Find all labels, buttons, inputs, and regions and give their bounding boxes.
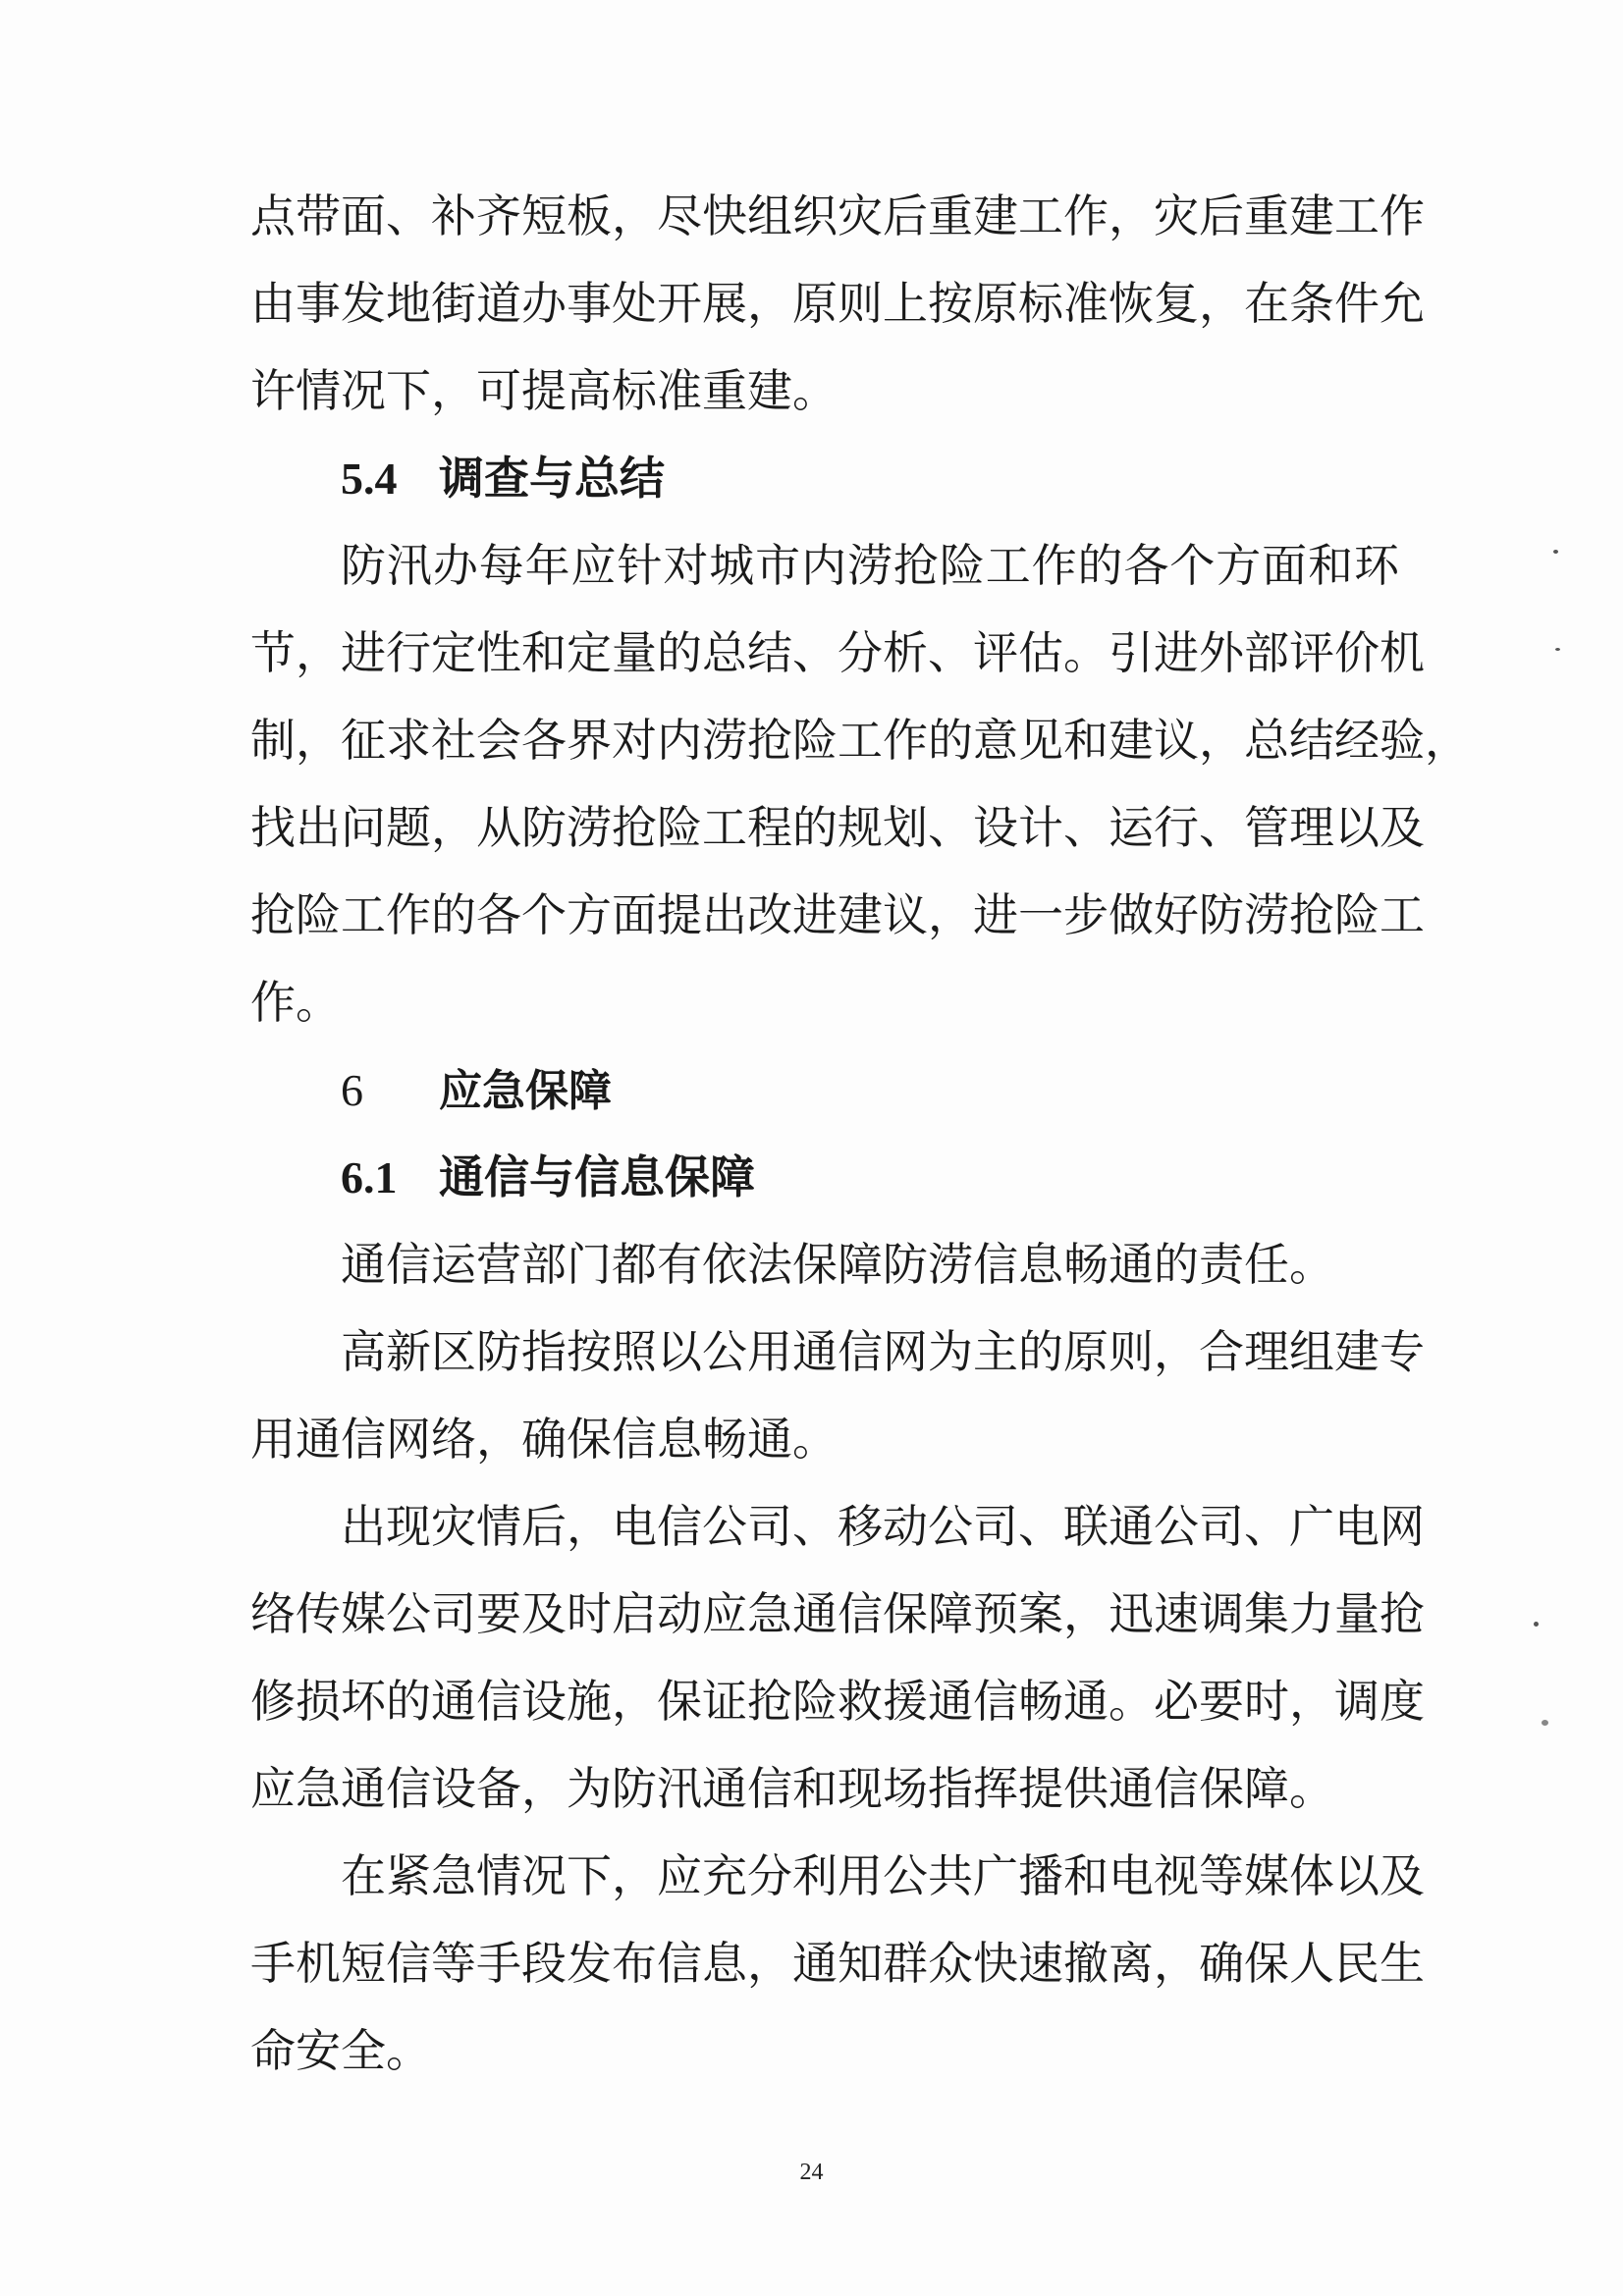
paragraph-line: 制，征求社会各界对内涝抢险工作的意见和建议，总结经验， <box>250 714 1470 767</box>
paragraph-line: 命安全。 <box>250 2024 431 2077</box>
paragraph-line: 高新区防指按照以公用通信网为主的原则，合理组建专 <box>341 1325 1425 1378</box>
scan-speck <box>1555 648 1560 651</box>
paragraph-line: 手机短信等手段发布信息，通知群众快速撤离，确保人民生 <box>250 1937 1425 1990</box>
section-title: 调查与总结 <box>439 452 665 505</box>
section-title: 应急保障 <box>439 1066 612 1116</box>
paragraph-line: 找出问题，从防涝抢险工程的规划、设计、运行、管理以及 <box>250 801 1425 854</box>
section-heading-6-1 <box>250 1134 1399 1221</box>
paragraph-line: 作。 <box>250 976 341 1029</box>
paragraph-line: 节，进行定性和定量的总结、分析、评估。引进外部评价机 <box>250 626 1425 679</box>
paragraph-line: 防汛办每年应针对城市内涝抢险工作的各个方面和环 <box>341 539 1399 592</box>
section-title: 通信与信息保障 <box>439 1150 755 1203</box>
section-heading-5-4 <box>250 435 1399 522</box>
section-heading-6 <box>250 1046 1399 1134</box>
document-body <box>250 173 1470 2095</box>
paragraph-line: 应急通信设备，为防汛通信和现场指挥提供通信保障。 <box>250 1762 1334 1815</box>
scan-speck <box>1553 550 1558 554</box>
paragraph-line: 点带面、补齐短板，尽快组织灾后重建工作，灾后重建工作 <box>250 189 1425 242</box>
section-number: 6 <box>341 1065 363 1115</box>
paragraph-line: 络传媒公司要及时启动应急通信保障预案，迅速调集力量抢 <box>250 1587 1425 1640</box>
paragraph-line: 修损坏的通信设施，保证抢险救援通信畅通。必要时，调度 <box>250 1675 1425 1728</box>
paragraph-line: 由事发地街道办事处开展，原则上按原标准恢复，在条件允 <box>250 277 1425 330</box>
section-number: 5.4 <box>341 454 398 504</box>
scan-speck <box>1534 1622 1539 1627</box>
paragraph-line: 许情况下，可提高标准重建。 <box>250 364 838 417</box>
section-number: 6.1 <box>341 1152 398 1202</box>
paragraph-line: 用通信网络，确保信息畅通。 <box>250 1413 838 1466</box>
paragraph-line: 抢险工作的各个方面提出改进建议，进一步做好防涝抢险工 <box>250 888 1425 941</box>
scan-speck <box>1542 1720 1548 1726</box>
paragraph-line: 出现灾情后，电信公司、移动公司、联通公司、广电网 <box>341 1500 1425 1553</box>
paragraph-line: 在紧急情况下，应充分利用公共广播和电视等媒体以及 <box>341 1849 1425 1902</box>
paragraph-line: 通信运营部门都有依法保障防涝信息畅通的责任。 <box>341 1238 1334 1291</box>
page-number: 24 <box>799 2160 824 2185</box>
